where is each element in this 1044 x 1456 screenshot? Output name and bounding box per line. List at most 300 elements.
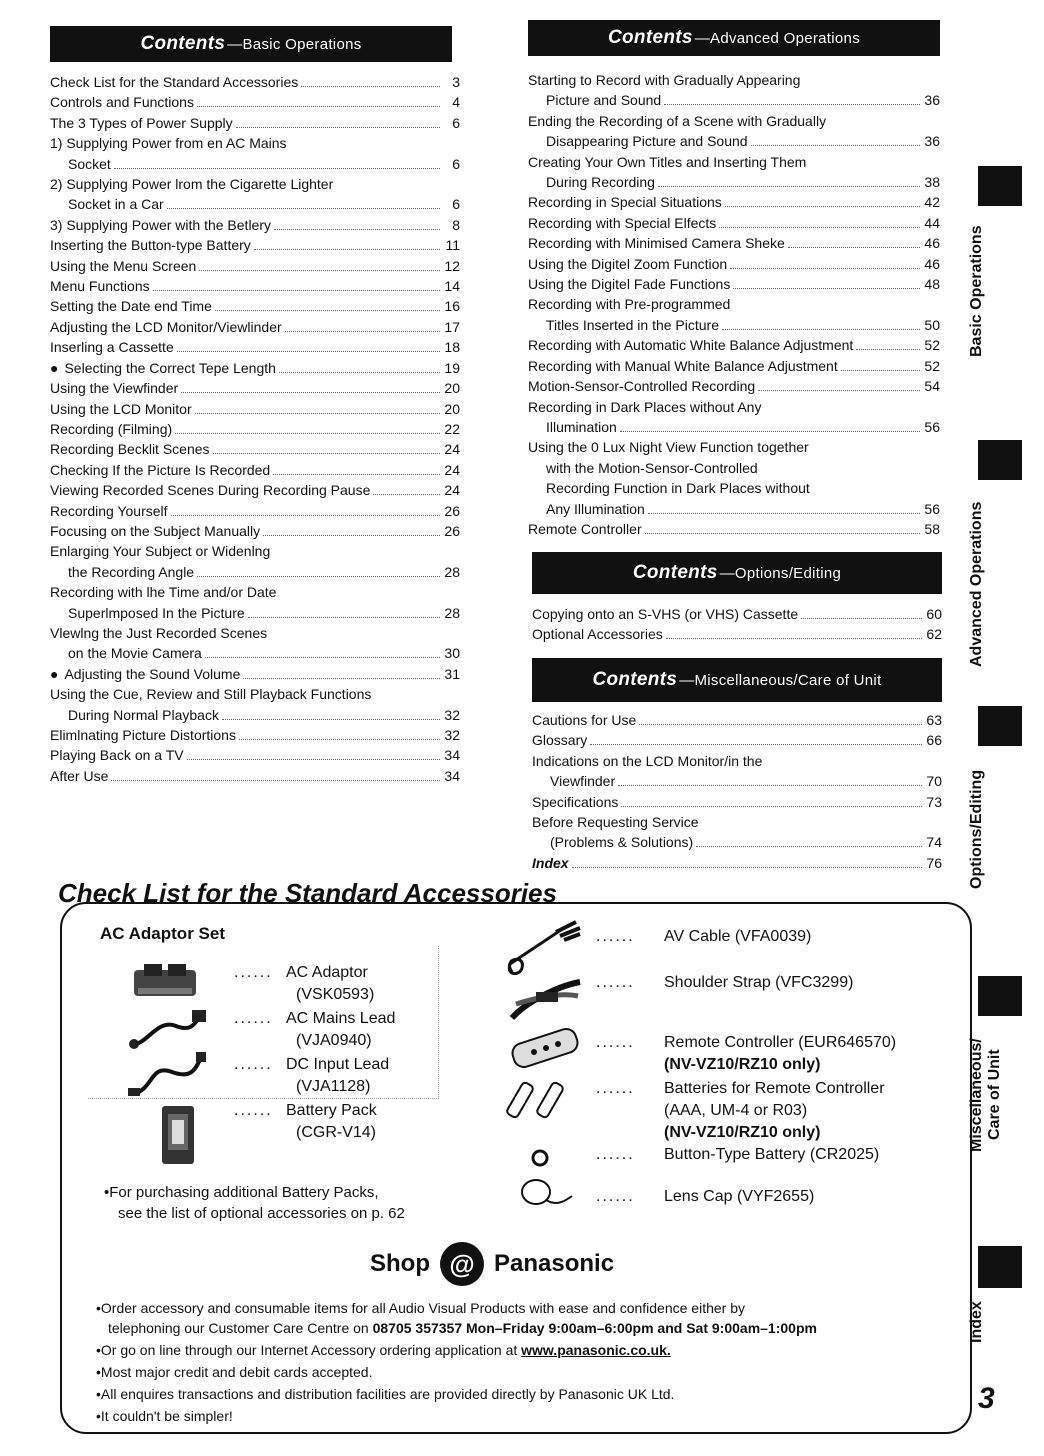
options-editing-section: [532, 552, 942, 645]
toc-entry[interactable]: [528, 111, 940, 152]
dot-leader: [215, 310, 440, 311]
toc-entry[interactable]: [532, 853, 942, 873]
toc-entry-title: Optional Accessories: [532, 626, 663, 643]
toc-entry-row: [532, 624, 942, 644]
accessory-item: [596, 1186, 814, 1208]
toc-entry-page: 28: [444, 563, 460, 580]
side-tab-advanced[interactable]: [978, 440, 1022, 480]
toc-entry-page: 32: [444, 727, 460, 743]
toc-entry[interactable]: [50, 419, 460, 439]
toc-entry-page: 18: [444, 339, 460, 356]
toc-entry[interactable]: [50, 296, 460, 316]
toc-entry[interactable]: [50, 582, 460, 623]
dot-leader: [236, 127, 440, 128]
toc-entry-page: 8: [452, 216, 460, 233]
toc-entry-page: 42: [924, 194, 940, 211]
dot-leader: [213, 453, 440, 454]
accessory-code: (VJA1128): [296, 1078, 371, 1095]
toc-entry-page: 74: [926, 834, 942, 851]
toc-entry[interactable]: [50, 215, 460, 235]
remote-controller-illustration: [506, 1026, 584, 1072]
toc-entry-title: Check List for the Standard Accessories: [50, 74, 299, 90]
basic-toc-list: [50, 72, 460, 786]
toc-entry[interactable]: [528, 335, 940, 355]
accessory-item: [596, 1032, 896, 1076]
toc-entry[interactable]: [50, 378, 460, 398]
toc-entry-row: [50, 113, 460, 133]
toc-entry[interactable]: [50, 399, 460, 419]
purchase-note: [104, 1182, 405, 1224]
toc-entry-text-line: with the Motion-Sensor-Controlled: [546, 459, 758, 476]
toc-entry[interactable]: [50, 235, 460, 255]
dot-leader: [719, 227, 920, 228]
toc-entry-page: 6: [452, 114, 460, 131]
toc-entry-page: 32: [444, 706, 460, 723]
toc-entry-page: 20: [444, 400, 460, 417]
accessory-name: DC Input Lead: [286, 1056, 390, 1073]
toc-entry-title: Using the Viewfinder: [50, 380, 179, 397]
dot-leader: ......: [596, 1146, 635, 1163]
toc-entry[interactable]: [50, 501, 460, 521]
toc-entry-row: [50, 358, 460, 378]
toc-entry-row: [50, 378, 460, 398]
page-number: 3: [978, 1382, 995, 1415]
dot-leader: [639, 724, 922, 725]
toc-entry-title: Cautions for Use: [532, 712, 637, 728]
advanced-toc-list: [528, 70, 940, 539]
toc-entry-title: ● Adjusting the Sound Volume: [50, 664, 240, 684]
toc-entry-page: 66: [926, 732, 942, 749]
toc-entry-title: Illumination: [546, 418, 617, 435]
toc-entry-row: [50, 419, 460, 439]
toc-entry[interactable]: [50, 684, 460, 725]
accessory-item: [596, 1078, 885, 1144]
toc-entry[interactable]: [50, 480, 460, 500]
header-subtitle: —Basic Operations: [227, 35, 362, 53]
toc-entry-title: Motion-Sensor-Controlled Recording: [528, 378, 756, 395]
toc-entry-text-line: Using the 0 Lux Night View Function together: [528, 439, 809, 456]
toc-entry[interactable]: [50, 725, 460, 745]
dot-leader: [111, 780, 440, 781]
toc-entry-row: [50, 439, 460, 459]
dot-leader: [841, 370, 920, 371]
dot-leader: [730, 268, 920, 269]
at-sign-icon: @: [440, 1242, 484, 1286]
toc-entry-title: Socket in a Car: [68, 196, 164, 213]
accessory-name: AV Cable (VFA0039): [664, 928, 812, 945]
button-battery-illustration: [530, 1148, 550, 1168]
dot-leader: [197, 576, 440, 577]
dot-leader: [620, 431, 920, 432]
toc-entry-page: 30: [444, 645, 460, 662]
accessory-item: [234, 1100, 377, 1144]
toc-entry[interactable]: [50, 541, 460, 582]
dot-leader: [177, 351, 440, 352]
toc-entry[interactable]: [528, 233, 940, 253]
accessory-item: [596, 972, 853, 994]
toc-entry-row: [50, 154, 460, 174]
toc-entry-title: After Use: [50, 767, 109, 784]
toc-entry-text-line: 1) Supplying Power from en AC Mains: [50, 135, 287, 152]
toc-entry-title: Using the Menu Screen: [50, 257, 197, 274]
dot-leader: [590, 744, 922, 745]
dot-leader: [788, 247, 920, 248]
toc-entry[interactable]: [528, 397, 940, 438]
toc-entry[interactable]: [50, 664, 460, 684]
side-tab-options[interactable]: [978, 706, 1022, 746]
dot-leader: ......: [596, 928, 635, 945]
toc-entry[interactable]: [50, 745, 460, 765]
accessory-name: Lens Cap (VYF2655): [664, 1188, 815, 1205]
toc-entry[interactable]: [50, 521, 460, 541]
toc-entry-row: [50, 766, 460, 786]
dot-leader: [175, 433, 440, 434]
toc-entry-title: Using the LCD Monitor: [50, 400, 192, 417]
toc-entry-page: 28: [444, 604, 460, 621]
panasonic-website-link[interactable]: www.panasonic.co.uk.: [521, 1342, 671, 1358]
dot-leader: [187, 759, 440, 760]
toc-entry-text-line: Recording with Pre-programmed: [528, 296, 731, 313]
toc-entry-page: 48: [924, 276, 940, 293]
toc-entry-title: Recording Yourself: [50, 502, 168, 519]
toc-entry-page: 22: [444, 420, 460, 437]
toc-entry[interactable]: [50, 439, 460, 459]
header-subtitle: —Advanced Operations: [694, 29, 860, 47]
toc-entry-row: [532, 604, 942, 624]
toc-entry[interactable]: [50, 337, 460, 357]
toc-entry-row: [50, 92, 460, 112]
header-contents: Contents: [632, 562, 718, 583]
toc-entry-page: 11: [445, 237, 460, 254]
toc-entry[interactable]: [50, 133, 460, 174]
toc-entry-row: [50, 664, 460, 684]
toc-entry[interactable]: [50, 92, 460, 112]
toc-entry-page: 52: [924, 357, 940, 374]
toc-entry-title: Playing Back on a TV: [50, 747, 184, 764]
toc-entry-text-line: Ending the Recording of a Scene with Gradually: [528, 112, 827, 129]
dot-leader: [195, 413, 440, 414]
toc-entry-title: Recording with Manual White Balance Adjustment: [528, 357, 838, 374]
dot-leader: ......: [596, 1034, 635, 1051]
dot-leader: [153, 290, 440, 291]
toc-entry[interactable]: [532, 604, 942, 624]
accessory-item: [596, 1144, 879, 1166]
dot-leader: [199, 270, 440, 271]
toc-entry-page: 17: [444, 318, 460, 335]
toc-entry-title: Recording (Filming): [50, 420, 173, 437]
purchase-note-line2: see the list of optional accessories on p. 62: [118, 1205, 405, 1222]
toc-entry-row: [532, 710, 942, 730]
dot-leader: [664, 104, 920, 105]
dot-leader: ......: [596, 1188, 635, 1205]
toc-entry-page: 3: [452, 74, 460, 90]
side-label-options: Options/Editing: [968, 769, 985, 889]
toc-entry-row: [532, 730, 942, 750]
toc-entry[interactable]: [532, 624, 942, 644]
toc-entry-row: [528, 315, 940, 335]
toc-entry-row: [528, 213, 940, 233]
toc-entry[interactable]: [50, 256, 460, 276]
dot-leader: [274, 229, 440, 230]
toc-entry[interactable]: [528, 70, 940, 111]
toc-entry-title: on the Movie Camera: [68, 645, 202, 662]
toc-entry-page: 56: [924, 500, 940, 517]
toc-entry-row: [50, 399, 460, 419]
header-contents: Contents: [140, 33, 226, 54]
toc-entry-page: 6: [452, 155, 460, 172]
toc-entry-title: Adjusting the LCD Monitor/Viewlinder: [50, 318, 282, 335]
toc-entry[interactable]: [528, 274, 940, 294]
dot-leader: [758, 390, 920, 391]
toc-entry-title: Using the Digitel Zoom Function: [528, 255, 728, 272]
toc-entry-title: the Recording Angle: [68, 563, 195, 580]
accessory-model-note: (NV-VZ10/RZ10 only): [664, 1056, 821, 1073]
dot-leader: [285, 331, 440, 332]
toc-entry-page: 34: [444, 747, 460, 764]
dot-leader: [696, 846, 922, 847]
toc-entry[interactable]: [50, 113, 460, 133]
options-editing-header: [532, 552, 942, 594]
toc-entry-row: [50, 296, 460, 316]
toc-entry-page: 24: [444, 461, 460, 478]
toc-entry[interactable]: [50, 276, 460, 296]
accessory-item: [234, 1054, 389, 1098]
toc-entry-title: Recording with Minimised Camera Sheke: [528, 235, 785, 252]
toc-entry[interactable]: [50, 317, 460, 337]
av-cable-illustration: [502, 918, 582, 980]
dot-leader: [181, 392, 440, 393]
toc-entry[interactable]: [528, 376, 940, 396]
dot-leader: [171, 515, 440, 516]
toc-entry-text-line: Recording Function in Dark Places without: [546, 480, 810, 497]
toc-entry-page: 60: [926, 606, 942, 622]
dot-leader: [273, 474, 440, 475]
dc-input-lead-illustration: [126, 1052, 210, 1098]
toc-entry-page: 31: [444, 665, 460, 682]
toc-entry-page: 26: [444, 502, 460, 519]
battery-pack-illustration: [158, 1104, 200, 1168]
accessory-name: AC Mains Lead: [286, 1010, 396, 1027]
toc-entry[interactable]: [528, 213, 940, 233]
options-toc-list: [532, 604, 942, 645]
toc-entry-title: Superlmposed In the Picture: [68, 604, 245, 621]
shop-bullet-2: [96, 1340, 671, 1360]
aaa-batteries-illustration: [506, 1076, 574, 1122]
toc-entry-title: Index: [532, 854, 569, 871]
toc-entry-title: Using the Digitel Fade Functions: [528, 276, 731, 293]
toc-entry-row: [50, 317, 460, 337]
accessory-code: (CGR-V14): [296, 1124, 377, 1141]
toc-entry-page: 19: [444, 359, 460, 376]
toc-entry-text-line: Indications on the LCD Monitor/in the: [532, 752, 763, 769]
header-contents: Contents: [592, 669, 678, 690]
side-tab-index[interactable]: [978, 1246, 1022, 1288]
accessory-item: [596, 926, 811, 948]
toc-entry-title: Picture and Sound: [546, 92, 662, 109]
toc-entry[interactable]: [50, 623, 460, 664]
toc-entry-page: 4: [452, 94, 460, 111]
toc-entry-text-line: 2) Supplying Power lrom the Cigarette Lighter: [50, 176, 334, 193]
dot-leader: [666, 638, 922, 639]
toc-entry-row: [50, 460, 460, 480]
toc-entry-row: [528, 131, 940, 151]
toc-entry-row: [50, 562, 460, 582]
toc-entry-page: 44: [924, 214, 940, 231]
toc-entry-title: The 3 Types of Power Supply: [50, 114, 233, 131]
toc-entry-row: [528, 356, 940, 376]
dot-leader: ......: [234, 1056, 273, 1073]
accessory-name: Batteries for Remote Controller: [664, 1080, 885, 1097]
toc-entry[interactable]: [528, 152, 940, 193]
toc-entry-page: 54: [924, 378, 940, 395]
toc-entry-text-line: Using the Cue, Review and Still Playback Functions: [50, 686, 372, 703]
toc-entry-page: 50: [924, 316, 940, 333]
header-subtitle: —Options/Editing: [719, 564, 842, 582]
toc-entry[interactable]: [528, 294, 940, 335]
side-tab-misc[interactable]: [978, 976, 1022, 1016]
bullet-1-line1: •Order accessory and consumable items for all Audio Visual Products with ease and confidence either by: [96, 1300, 745, 1316]
ac-mains-lead-illustration: [126, 1008, 210, 1052]
dot-leader: [301, 86, 440, 87]
accessory-name: Remote Controller (EUR646570): [664, 1034, 897, 1051]
toc-entry-page: 36: [924, 92, 940, 109]
dot-leader: [197, 106, 440, 107]
bullet-1-line2a: telephoning our Customer Care Centre on: [108, 1320, 373, 1336]
side-label-advanced: Advanced Operations: [968, 501, 985, 667]
toc-entry-text-line: Creating Your Own Titles and Inserting Them: [528, 153, 807, 170]
dot-leader: [263, 535, 440, 536]
dot-leader: [621, 806, 922, 807]
toc-entry[interactable]: [532, 751, 942, 792]
toc-entry-row: [50, 603, 460, 623]
toc-entry-title: Specifications: [532, 793, 619, 810]
toc-entry-page: 70: [926, 773, 942, 790]
toc-entry-row: [50, 235, 460, 255]
toc-entry-title: During Normal Playback: [68, 706, 219, 723]
accessory-model-note: (NV-VZ10/RZ10 only): [664, 1124, 821, 1141]
toc-entry[interactable]: [532, 710, 942, 730]
shop-bullet-5: •It couldn't be simpler!: [96, 1408, 233, 1424]
toc-entry-text-line: Recording with lhe Time and/or Date: [50, 584, 277, 601]
toc-entry-page: 36: [924, 133, 940, 150]
side-label-misc: Miscellaneous/ Care of Unit: [968, 1038, 1003, 1152]
bullet-1-phone-hours: 08705 357357 Mon–Friday 9:00am–6:00pm and Sat 9:00am–1:00pm: [372, 1320, 817, 1336]
toc-entry-page: 16: [444, 298, 460, 315]
toc-entry-title: Viewing Recorded Scenes During Recording Pause: [50, 482, 371, 499]
accessory-item: [234, 962, 374, 1006]
shoulder-strap-illustration: [506, 974, 586, 1026]
toc-entry-row: [50, 72, 460, 92]
misc-care-header: [532, 658, 942, 702]
toc-entry[interactable]: [50, 72, 460, 92]
dot-leader: [114, 168, 440, 169]
toc-entry[interactable]: [528, 437, 940, 519]
toc-entry-row: [528, 335, 940, 355]
toc-entry-text-line: Recording in Dark Places without Any: [528, 398, 762, 415]
toc-entry[interactable]: [50, 358, 460, 378]
accessory-name: Button-Type Battery (CR2025): [664, 1146, 880, 1163]
toc-entry[interactable]: [50, 460, 460, 480]
dot-leader: [243, 678, 440, 679]
toc-entry-title: Recording Becklit Scenes: [50, 441, 210, 458]
toc-entry-row: [50, 194, 460, 214]
toc-entry-title: Recording with Automatic White Balance Adjustment: [528, 337, 854, 354]
toc-entry[interactable]: [528, 356, 940, 376]
bullet-2-text: •Or go on line through our Internet Accessory ordering application at: [96, 1342, 522, 1358]
toc-entry-row: [50, 521, 460, 541]
toc-entry-row: [50, 643, 460, 663]
toc-entry[interactable]: [50, 766, 460, 786]
accessory-code: (VSK0593): [296, 986, 375, 1003]
shop-word: Shop: [370, 1250, 430, 1277]
toc-entry-page: 76: [926, 854, 942, 871]
basic-operations-header: [50, 26, 452, 62]
toc-entry-title: Inserling a Cassette: [50, 339, 174, 356]
toc-entry-page: 58: [924, 520, 940, 537]
basic-operations-section: [50, 26, 460, 786]
toc-entry-row: [50, 480, 460, 500]
toc-entry-row: [50, 725, 460, 745]
toc-entry-page: 6: [452, 196, 460, 213]
toc-entry-row: [528, 376, 940, 396]
toc-entry[interactable]: [528, 192, 940, 212]
toc-entry[interactable]: [528, 254, 940, 274]
toc-entry[interactable]: [50, 174, 460, 215]
toc-entry[interactable]: [532, 730, 942, 750]
toc-entry-row: [528, 172, 940, 192]
dot-leader: [618, 785, 922, 786]
toc-entry-row: [528, 274, 940, 294]
dot-leader: [167, 208, 440, 209]
toc-entry-text-line: Enlarging Your Subject or Widenlng: [50, 543, 271, 560]
header-subtitle: —Miscellaneous/Care of Unit: [679, 671, 882, 689]
toc-entry-title: Controls and Functions: [50, 94, 194, 111]
toc-entry-title: Socket: [68, 155, 111, 172]
toc-entry-row: [532, 771, 942, 791]
toc-entry-row: [528, 90, 940, 110]
side-label-index: Index: [968, 1301, 985, 1343]
toc-entry-row: [50, 215, 460, 235]
toc-entry[interactable]: [528, 519, 940, 539]
toc-entry-title: Inserting the Button-type Battery: [50, 237, 251, 254]
advanced-operations-header: [528, 20, 940, 56]
toc-entry-title: Viewfinder: [550, 773, 616, 790]
toc-entry-title: Glossary: [532, 732, 588, 749]
toc-entry-row: [50, 745, 460, 765]
dot-leader: [222, 719, 440, 720]
toc-entry-page: 46: [924, 255, 940, 272]
dot-leader: ......: [596, 974, 635, 991]
side-tab-basic[interactable]: [978, 166, 1022, 206]
shop-brand: Panasonic: [494, 1250, 615, 1277]
accessory-name: Shoulder Strap (VFC3299): [664, 974, 854, 991]
misc-toc-list: [532, 710, 942, 873]
toc-entry[interactable]: [532, 812, 942, 853]
ac-adaptor-illustration: [130, 958, 206, 1004]
accessory-name: AC Adaptor: [286, 964, 368, 981]
dot-leader: [279, 372, 440, 373]
toc-entry-title: Menu Functions: [50, 278, 150, 295]
dot-leader: [733, 288, 920, 289]
toc-entry-page: 52: [924, 337, 940, 354]
toc-entry-row: [528, 417, 940, 437]
toc-entry-page: 63: [926, 712, 942, 728]
toc-entry-page: 26: [444, 522, 460, 539]
toc-entry[interactable]: [532, 792, 942, 812]
dot-leader: [658, 186, 920, 187]
toc-entry-row: [50, 276, 460, 296]
toc-entry-title: Focusing on the Subject Manually: [50, 522, 261, 539]
